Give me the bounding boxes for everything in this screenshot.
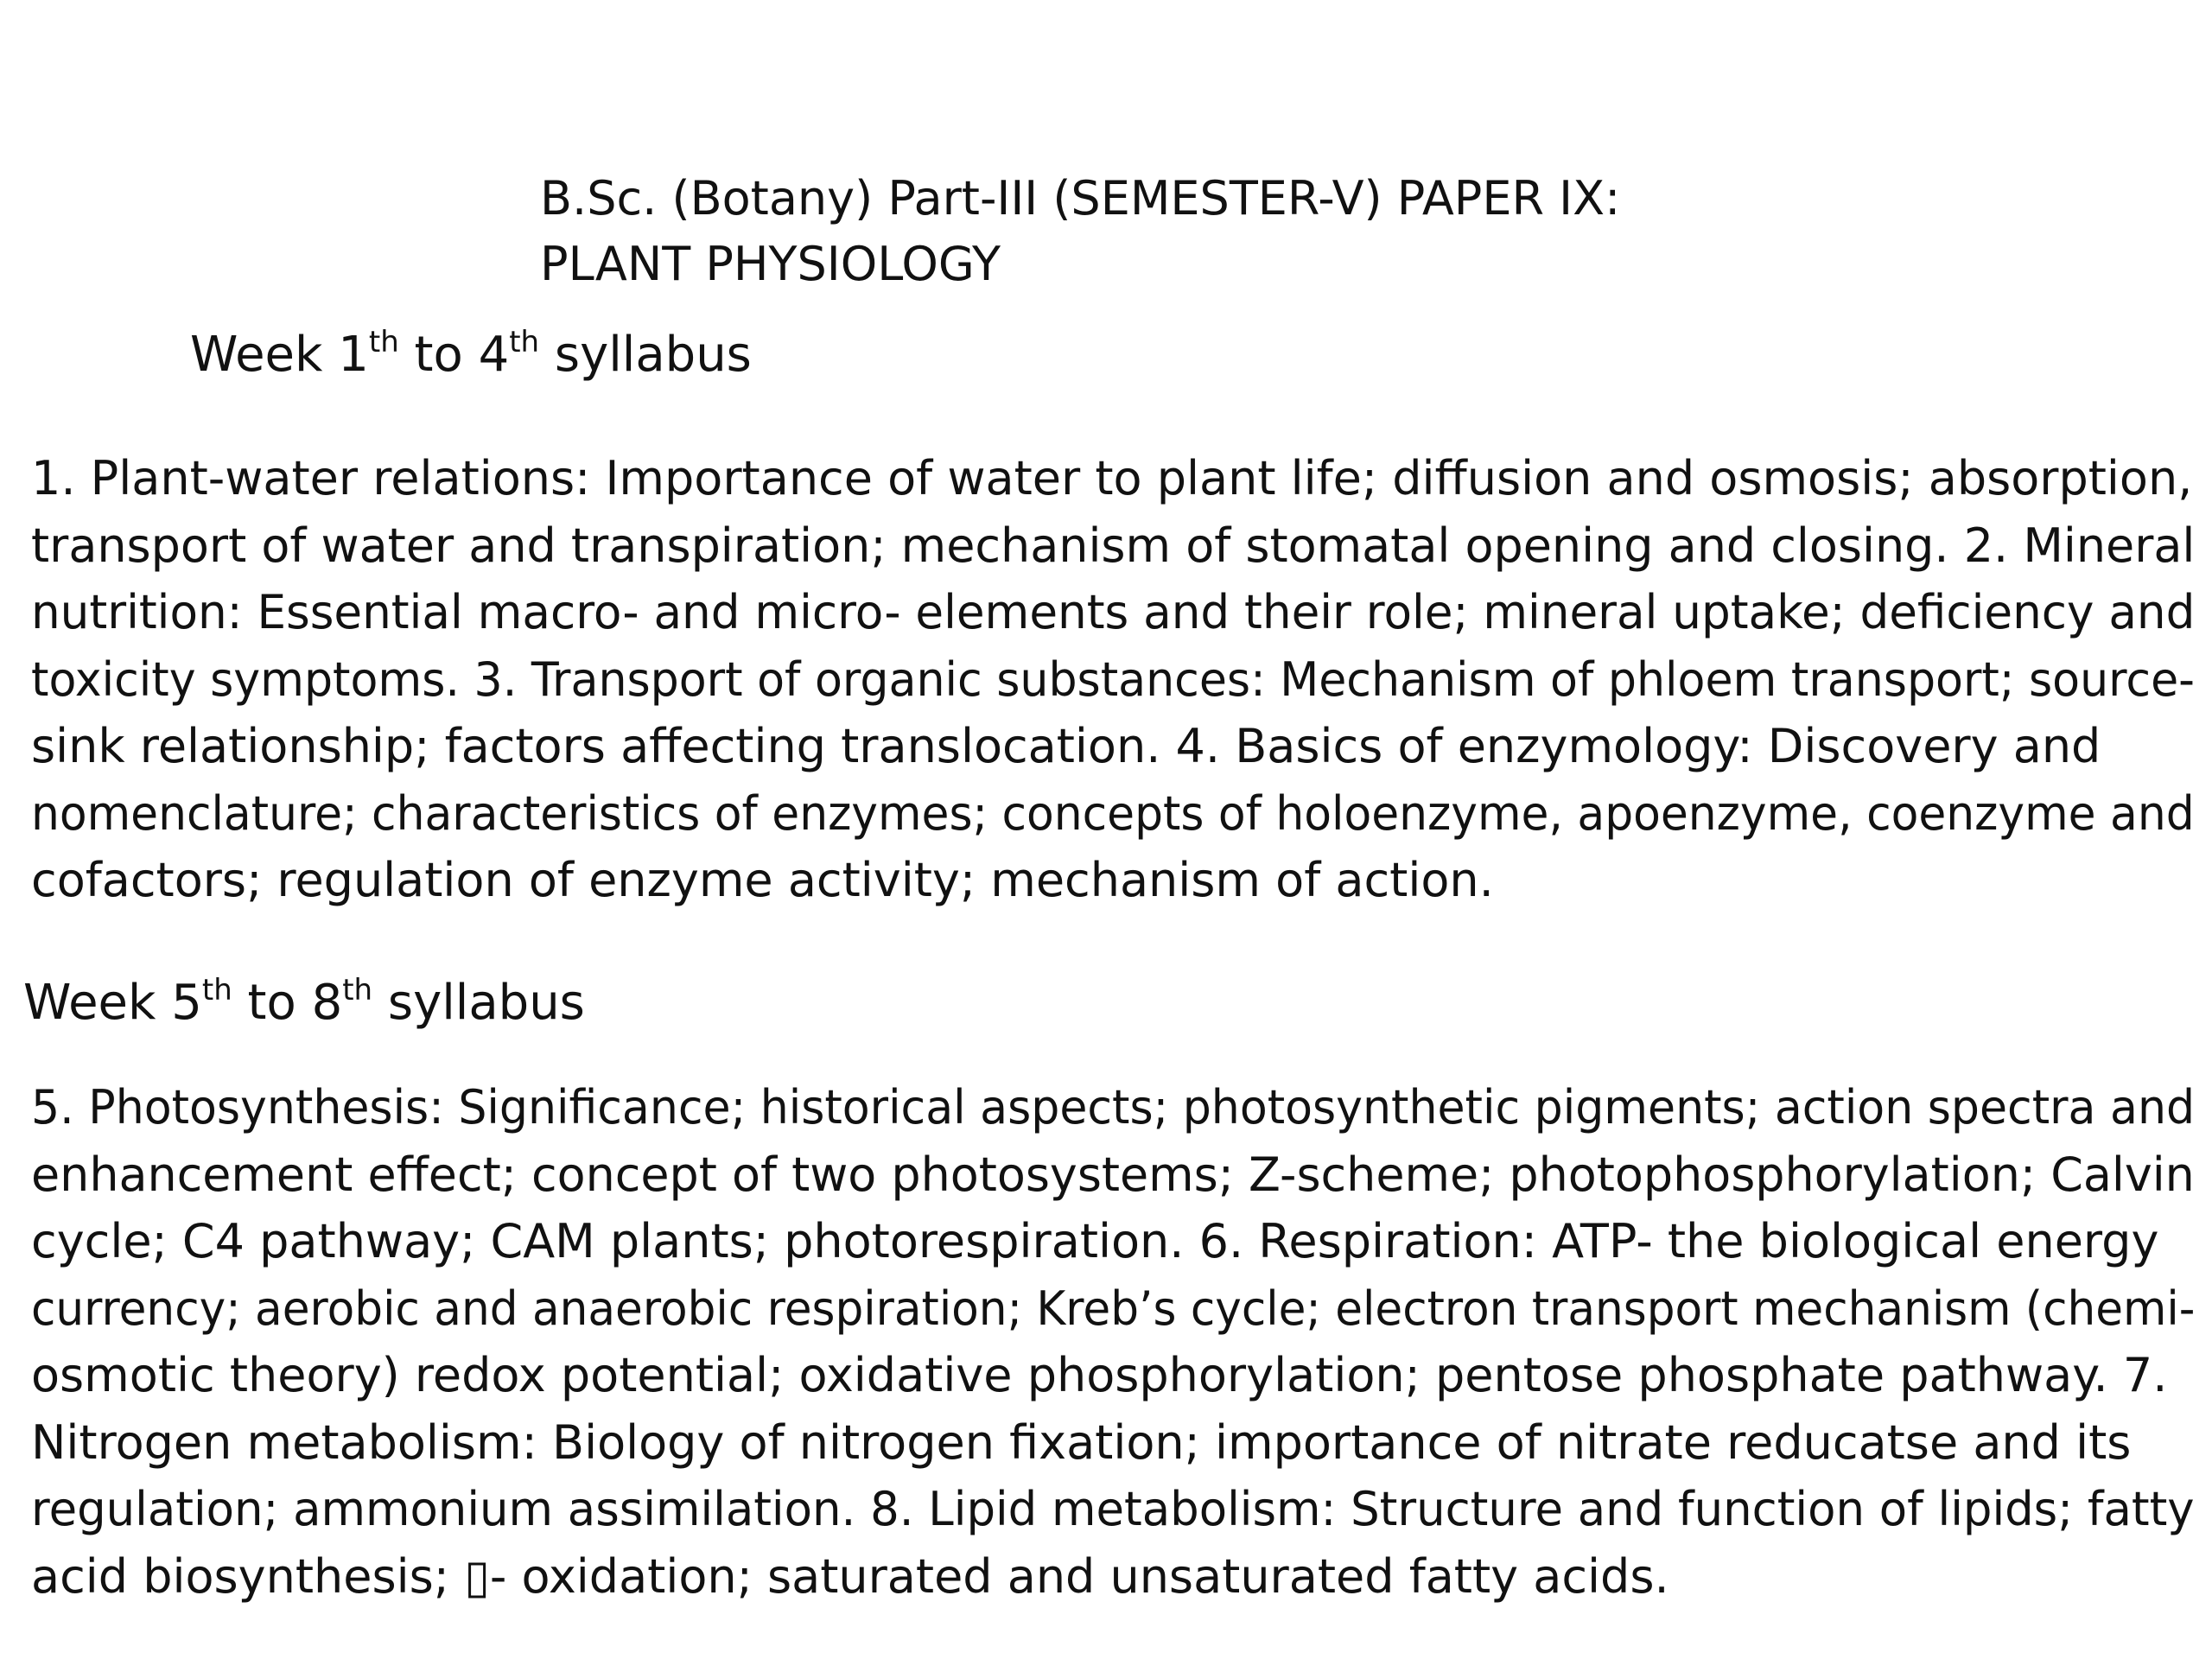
paragraph-line: osmotic theory) redox potential; oxidative phosphorylation; pentose phosphate pathway. 7. [31, 1348, 2168, 1402]
paragraph-line: enhancement effect; concept of two photosystems; Z-scheme; photophosphorylation; Calvin [31, 1147, 2195, 1202]
paragraph-line: sink relationship; factors affecting translocation. 4. Basics of enzymology: Discovery and [31, 719, 2101, 773]
paragraph-line: cofactors; regulation of enzyme activity; mechanism of action. [31, 853, 1494, 907]
title-line-2: PLANT PHYSIOLOGY [540, 237, 1001, 291]
paragraph-line: currency; aerobic and anaerobic respiration; Kreb’s cycle; electron transport mechanism (chemi- [31, 1281, 2196, 1336]
paragraph-line: regulation; ammonium assimilation. 8. Lipid metabolism: Structure and function of lipids; fatty [31, 1482, 2195, 1536]
week-1-sup-2: th [509, 324, 540, 359]
week-2-sup-2: th [342, 972, 373, 1007]
paragraph-line: transport of water and transpiration; mechanism of stomatal opening and closing. 2. Mineral [31, 518, 2196, 573]
syllabus-section-1 [31, 445, 2196, 914]
paragraph-line: toxicity symptoms. 3. Transport of organic substances: Mechanism of phloem transport; source- [31, 652, 2195, 707]
paragraph-line: 5. Photosynthesis: Significance; historical aspects; photosynthetic pigments; action spectra and [31, 1080, 2196, 1135]
week-2-suffix: syllabus [372, 975, 585, 1031]
week-5-8-heading [23, 973, 585, 1033]
paragraph-line: 1. Plant-water relations: Importance of water to plant life; diffusion and osmosis; absorption, [31, 451, 2193, 505]
paragraph-line: acid biosynthesis; ▯- oxidation; saturated and unsaturated fatty acids. [31, 1548, 1669, 1604]
week-2-middle: to 8 [232, 975, 343, 1031]
title-line-1: B.Sc. (Botany) Part-III (SEMESTER-V) PAPER IX: [540, 171, 1621, 226]
week-1-prefix: Week 1 [190, 327, 369, 383]
week-2-prefix: Week 5 [23, 975, 202, 1031]
paragraph-line: Nitrogen metabolism: Biology of nitrogen fixation; importance of nitrate reducatse and its [31, 1414, 2132, 1470]
week-1-sup-1: th [368, 324, 399, 359]
document-title [540, 166, 2095, 297]
week-1-middle: to 4 [398, 327, 510, 383]
paragraph-line: nutrition: Essential macro- and micro- elements and their role; mineral uptake; deficiency and [31, 585, 2196, 639]
paragraph-line: nomenclature; characteristics of enzymes; concepts of holoenzyme, apoenzyme, coenzyme and [31, 785, 2195, 841]
paragraph-line: cycle; C4 pathway; CAM plants; photorespiration. 6. Respiration: ATP- the biological energy [31, 1214, 2159, 1268]
week-2-sup-1: th [201, 972, 232, 1007]
syllabus-section-2 [31, 1074, 2196, 1610]
week-1-4-heading [190, 325, 752, 385]
week-1-suffix: syllabus [539, 327, 752, 383]
